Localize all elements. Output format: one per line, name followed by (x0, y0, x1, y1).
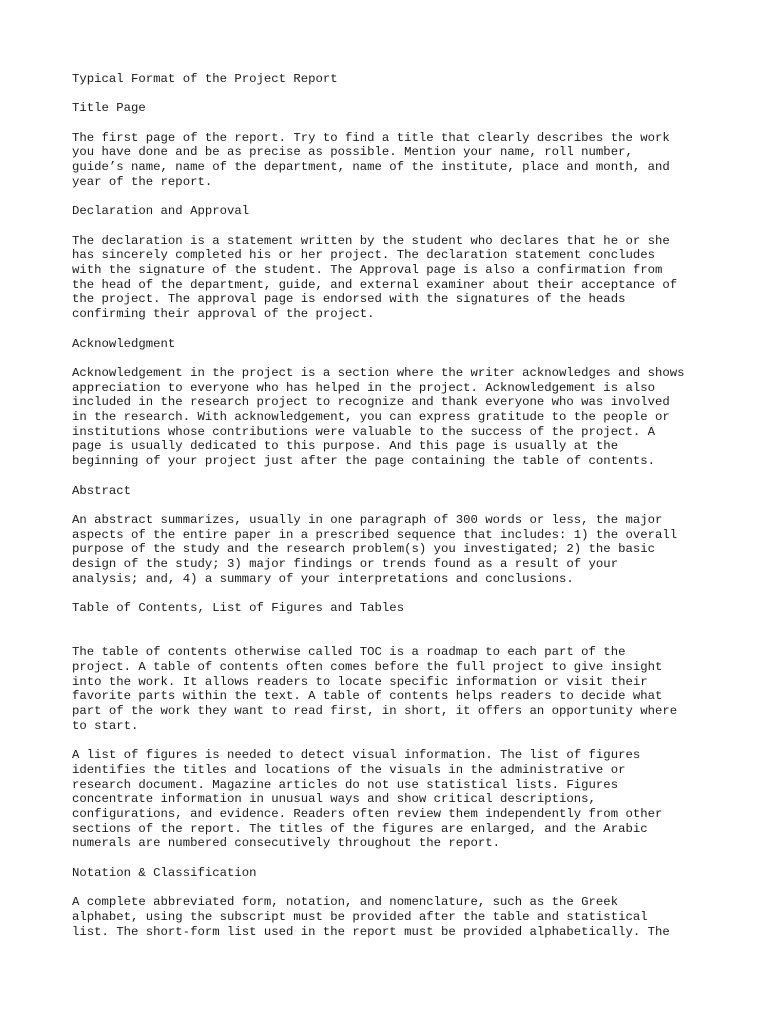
section-heading-abstract: Abstract (72, 483, 132, 498)
section-heading-toc: Table of Contents, List of Figures and Tables (72, 601, 405, 616)
document-title: Typical Format of the Project Report (72, 72, 338, 86)
paragraph-toc-1: The table of contents otherwise called TOC is a roadmap to each part of the project. A table of contents often comes before the full project to give insight into the work. It allows readers to locate specific information or visit their favorite parts within the text. A table of contents helps readers to decide what part of the work they want to read first, in short, it offers an opportunity where to start. (72, 645, 678, 733)
paragraph-notation: A complete abbreviated form, notation, and nomenclature, such as the Greek alphabet, using the subscript must be provided after the table and statistical list. The short-form list used in the report must be provided alphabetically. The (72, 895, 670, 939)
document-body (72, 72, 712, 954)
section-heading-acknowledgment: Acknowledgment (72, 336, 176, 351)
section-heading-notation: Notation & Classification (72, 865, 257, 880)
section-heading-title-page: Title Page (72, 101, 146, 116)
paragraph-declaration: The declaration is a statement written by the student who declares that he or she has sincerely completed his or her project. The declaration statement concludes with the signature of the student. The Approval page is also a confirmation from the head of the department, guide, and external examiner about their acceptance of the project. The approval page is endorsed with the signatures of the heads confirming their approval of the project. (72, 233, 678, 322)
paragraph-title-page: The first page of the report. Try to find a title that clearly describes the work you have done and be as precise as possible. Mention your name, roll number, guide’s name, name of the department, name of the institute, place and month, and year of the report. (72, 130, 670, 189)
paragraph-toc-2: A list of figures is needed to detect visual information. The list of figures identifies the titles and locations of the visuals in the administrative or research document. Magazine articles do not use statistical lists. Figures concentrate information in unusual ways and show critical descriptions, configurations, and evidence. Readers often review them independently from other sections of the report. The titles of the figures are enlarged, and the Arabic numerals are numbered consecutively throughout the report. (72, 748, 663, 851)
paragraph-abstract: An abstract summarizes, usually in one paragraph of 300 words or less, the major aspects of the entire paper in a prescribed sequence that includes: 1) the overall purpose of the study and the research problem(s) you investigated; 2) the basic design of the study; 3) major findings or trends found as a result of your analysis; and, 4) a summary of your interpretations and conclusions. (72, 512, 678, 586)
section-heading-declaration: Declaration and Approval (72, 204, 250, 219)
paragraph-acknowledgment: Acknowledgement in the project is a section where the writer acknowledges and shows appreciation to everyone who has helped in the project. Acknowledgement is also included in the research project to recognize and thank everyone who was involved in the research. With acknowledgement, you can express gratitude to the people or institutions whose contributions were valuable to the success of the project. A page is usually dedicated to this purpose. And this page is usually at the beginning of your project just after the page containing the table of contents. (72, 365, 685, 469)
